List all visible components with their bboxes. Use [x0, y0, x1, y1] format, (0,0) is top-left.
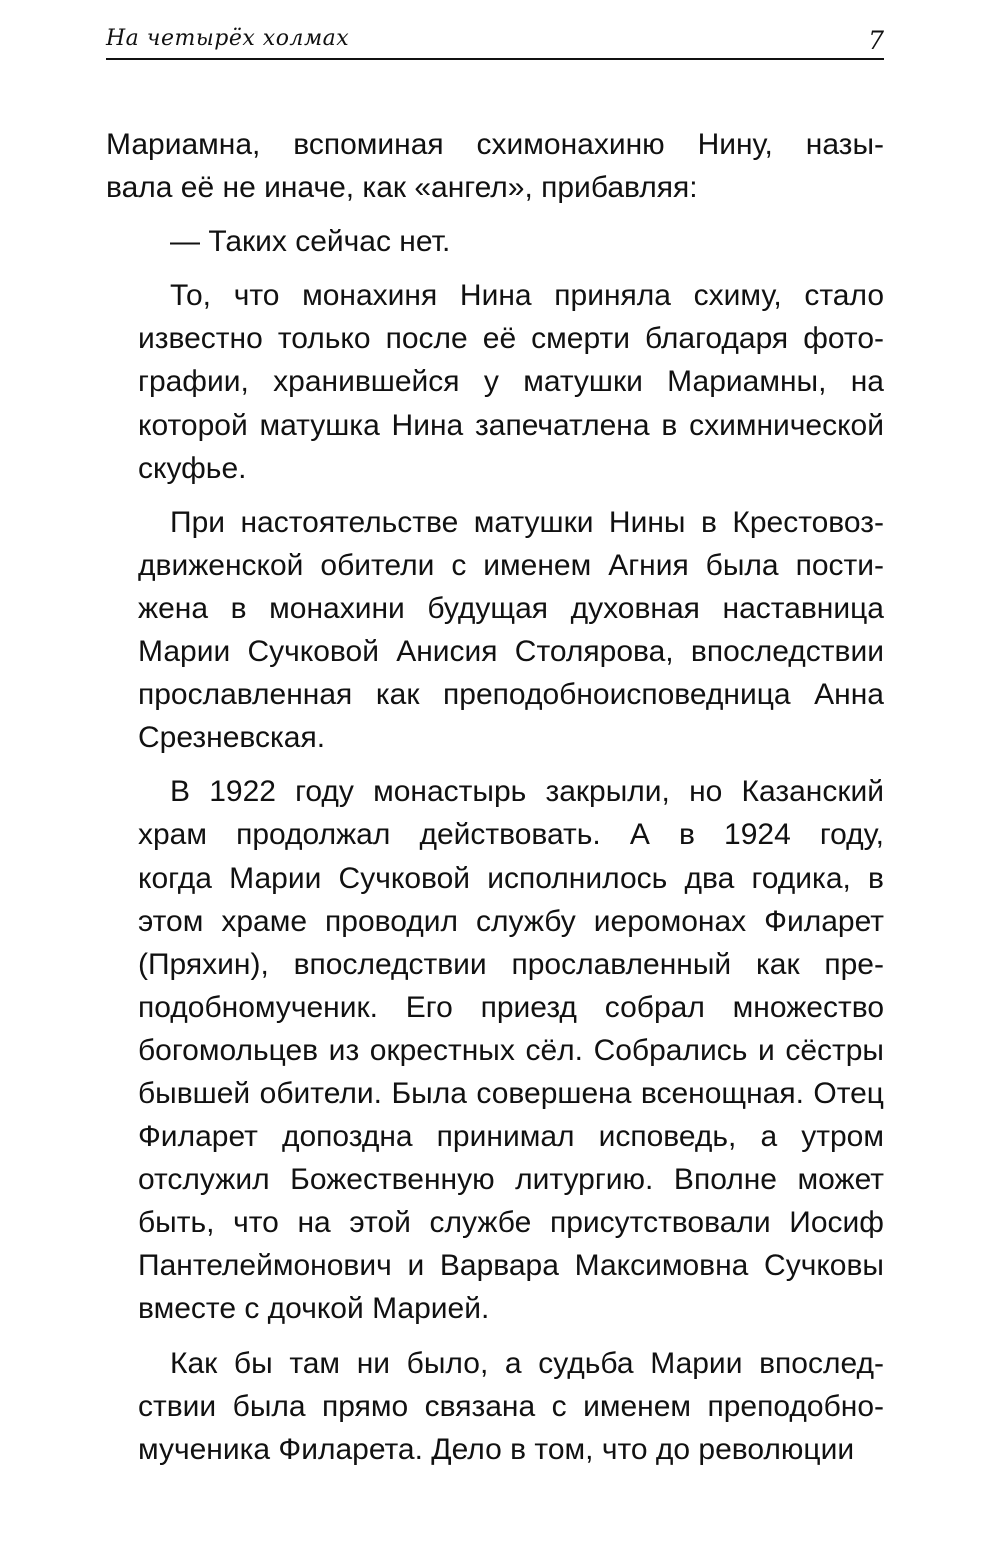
paragraph	[106, 220, 884, 263]
text-line: вала её не иначе, как «ангел», прибавляя:	[106, 171, 698, 205]
text-line: известно только после её смерти благодаря фото-	[138, 322, 884, 356]
text-line: скуфье.	[138, 451, 247, 485]
text-line: Мариамна, вспоминая схимонахиню Нину, назы-	[106, 128, 884, 161]
body-text	[106, 123, 884, 1482]
text-line: бывшей обители. Была совершена всенощная. Отец	[138, 1076, 884, 1110]
text-line: движенской обители с именем Агния была пости-	[138, 548, 884, 582]
text-line: мученика Филарета. Дело в том, что до революции	[138, 1432, 855, 1466]
text-line: Срезневская.	[138, 721, 326, 755]
book-page	[106, 20, 884, 1539]
text-line: (Пряхин), впоследствии прославленный как пре-	[138, 947, 884, 981]
text-line: Как бы там ни было, а судьба Марии впослед-	[170, 1346, 884, 1380]
text-line: прославленная как преподобноисповедница Анна	[138, 678, 884, 712]
text-line: храм продолжал действовать. А в 1924 году,	[138, 818, 884, 852]
paragraph	[106, 123, 884, 209]
text-line: этом храме проводил службу иеромонах Филарет	[138, 904, 884, 938]
text-line: когда Марии Сучковой исполнилось два годика, в	[138, 861, 884, 895]
page-number: 7	[868, 26, 884, 55]
text-line: Пантелеймонович и Варвара Максимовна Сучковы	[138, 1249, 884, 1283]
text-line: — Таких сейчас нет.	[170, 225, 451, 259]
text-line: вместе с дочкой Марией.	[138, 1292, 490, 1326]
text-line: подобномученик. Его приезд собрал множество	[138, 990, 884, 1024]
text-line: быть, что на этой службе присутствовали Иосиф	[138, 1206, 884, 1240]
paragraph	[106, 274, 884, 489]
text-line: отслужил Божественную литургию. Вполне может	[138, 1163, 884, 1197]
text-line: которой матушка Нина запечатлена в схимнической	[138, 408, 884, 442]
running-head-title: На четырёх холмах	[106, 26, 350, 51]
text-line: ствии была прямо связана с именем преподобно-	[138, 1389, 884, 1423]
text-line: графии, хранившейся у матушки Мариамны, на	[138, 365, 884, 399]
paragraph	[106, 770, 884, 1330]
text-line: Филарет допоздна принимал исповедь, а утром	[138, 1120, 884, 1154]
text-line: богомольцев из окрестных сёл. Собрались и сёстры	[138, 1033, 884, 1067]
running-head	[106, 20, 884, 58]
header-rule	[106, 58, 884, 60]
text-line: В 1922 году монастырь закрыли, но Казанский	[170, 775, 884, 809]
text-line: При настоятельстве матушки Нины в Крестовоз-	[170, 505, 884, 539]
paragraph	[106, 1342, 884, 1471]
paragraph	[106, 501, 884, 760]
text-line: Марии Сучковой Анисия Столярова, впоследствии	[138, 635, 884, 669]
text-line: То, что монахиня Нина приняла схиму, стало	[170, 279, 884, 313]
text-line: жена в монахини будущая духовная наставница	[138, 591, 884, 625]
